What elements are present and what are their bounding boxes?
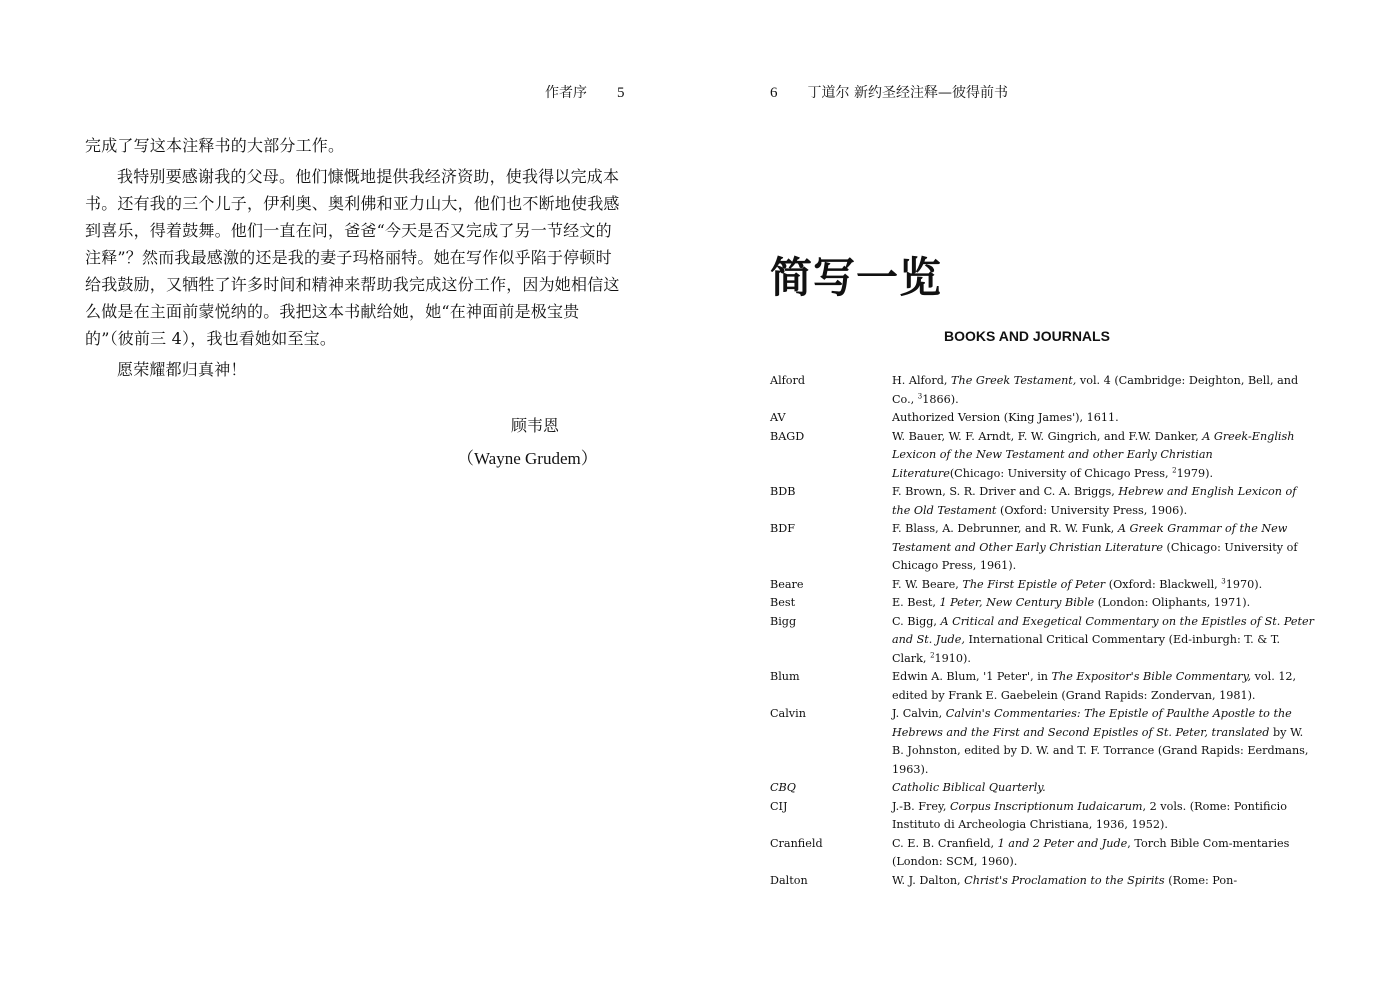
abbreviation-entry [770, 372, 1315, 409]
abbreviation-entry [770, 779, 1315, 798]
preface-paragraph-1: 完成了写这本注释书的大部分工作。 [85, 136, 345, 155]
abbreviation-entry [770, 576, 1315, 595]
signature-english: （Wayne Grudem） [457, 449, 598, 468]
abbreviation-entry [770, 483, 1315, 520]
abbreviation-entry [770, 613, 1315, 669]
preface-paragraph-3: 愿荣耀都归真神！ [117, 360, 247, 379]
abbreviation-description: Authorized Version (King James'), 1611. [892, 411, 1119, 424]
left-running-head [545, 82, 625, 102]
abbreviation-description: H. Alford, The Greek Testament, vol. 4 (Cambridge: Deighton, Bell, and Co., $^3$1866). [892, 374, 1299, 406]
abbreviation-description: Catholic Biblical Quarterly. [892, 781, 1046, 794]
abbreviation-description: W. Bauer, W. F. Arndt, F. W. Gingrich, and F.W. Danker, A Greek-English Lexicon of the New Testament and other Early Christian Literature(Chicago: University of Chicago Press, $^2$1979). [892, 429, 1295, 480]
abbreviation-description: E. Best, 1 Peter, New Century Bible (London: Oliphants, 1971). [892, 596, 1251, 609]
abbreviation-entry [770, 872, 1315, 891]
abbreviation-description: W. J. Dalton, Christ's Proclamation to the Spirits (Rome: Pon- [892, 873, 1238, 887]
abbreviation-key: Beare [770, 577, 804, 591]
abbreviation-description: F. W. Beare, The First Epistle of Peter (Oxford: Blackwell, $^3$1970). [892, 576, 1263, 591]
signature-name: 顾韦恩 [511, 416, 560, 435]
abbreviation-key: Calvin [770, 707, 806, 720]
abbreviation-key: BAGD [770, 429, 805, 443]
abbreviation-entry [770, 835, 1315, 872]
abbreviation-key: Alford [770, 374, 806, 387]
abbreviation-key: Cranfield [770, 836, 823, 850]
right-running-head-title: 丁道尔 新约圣经注释—彼得前书 [807, 85, 1008, 101]
abbreviation-list [770, 372, 1315, 890]
abbreviation-key: CIJ [770, 799, 788, 813]
abbreviation-description: Edwin A. Blum, '1 Peter', in The Expositor's Bible Commentary, vol. 12, edited by Frank E. Gaebelein (Grand Rapids: Zondervan, 1981). [892, 670, 1297, 702]
abbreviation-entry [770, 409, 1315, 428]
abbreviation-entry [770, 668, 1315, 705]
abbreviation-key: BDF [770, 522, 795, 535]
abbreviation-entry [770, 798, 1315, 835]
abbreviation-entry [770, 428, 1315, 484]
left-page-number: 5 [617, 85, 625, 101]
left-running-head-title: 作者序 [545, 85, 587, 101]
abbreviation-key: BDB [770, 485, 796, 498]
chapter-title: 简写一览 [770, 253, 943, 302]
abbreviation-key: Blum [770, 670, 800, 683]
section-title: BOOKS AND JOURNALS [944, 328, 1110, 344]
abbreviation-description: C. E. B. Cranfield, 1 and 2 Peter and Jude, Torch Bible Com-mentaries (London: SCM, 1960). [892, 836, 1290, 868]
right-running-head [770, 82, 1008, 102]
preface-body [85, 132, 625, 383]
abbreviation-entry [770, 705, 1315, 779]
abbreviation-description: F. Blass, A. Debrunner, and R. W. Funk, A Greek Grammar of the New Testament and Other Early Christian Literature (Chicago: University of Chicago Press, 1961). [892, 522, 1298, 572]
abbreviation-entry [770, 594, 1315, 613]
abbreviation-key: Dalton [770, 873, 808, 887]
abbreviation-entry [770, 520, 1315, 576]
abbreviation-key: CBQ [770, 781, 796, 794]
abbreviation-description: J. Calvin, Calvin's Commentaries: The Epistle of Paulthe Apostle to the Hebrews and the First and Second Epistles of St. Peter, translated by W. B. Johnston, edited by D. W. and T. F. Torrance (Grand Rapids: Eerdmans, 1963). [892, 707, 1309, 776]
abbreviation-description: J.-B. Frey, Corpus Inscriptionum Iudaicarum, 2 vols. (Rome: Pontificio Instituto di Archeologia Christiana, 1936, 1952). [892, 799, 1287, 831]
abbreviation-key: Best [770, 596, 796, 609]
abbreviation-description: F. Brown, S. R. Driver and C. A. Briggs, Hebrew and English Lexicon of the Old Testament (Oxford: University Press, 1906). [892, 485, 1297, 517]
preface-paragraph-2: 我特别要感谢我的父母。他们慷慨地提供我经济资助，使我得以完成本书。还有我的三个儿子，伊利奥、奥利佛和亚力山大，他们也不断地使我感到喜乐，得着鼓舞。他们一直在问，爸爸“今天是否又完成了另一节经文的注释”？然而我最感激的还是我的妻子玛格丽特。她在写作似乎陷于停顿时给我鼓励，又牺牲了许多时间和精神来帮助我完成这份工作，因为她相信这么做是在主面前蒙悦纳的。我把这本书献给她，她“在神面前是极宝贵的”（彼前三 4），我也看她如至宝。 [85, 167, 620, 348]
abbreviation-key: AV [770, 411, 786, 424]
right-page-number: 6 [770, 85, 778, 101]
abbreviation-key: Bigg [770, 614, 797, 628]
abbreviation-description: C. Bigg, A Critical and Exegetical Commentary on the Epistles of St. Peter and St. Jude, International Critical Commentary (Ed-inburgh: T. & T. Clark, $^2$1910). [892, 614, 1314, 665]
